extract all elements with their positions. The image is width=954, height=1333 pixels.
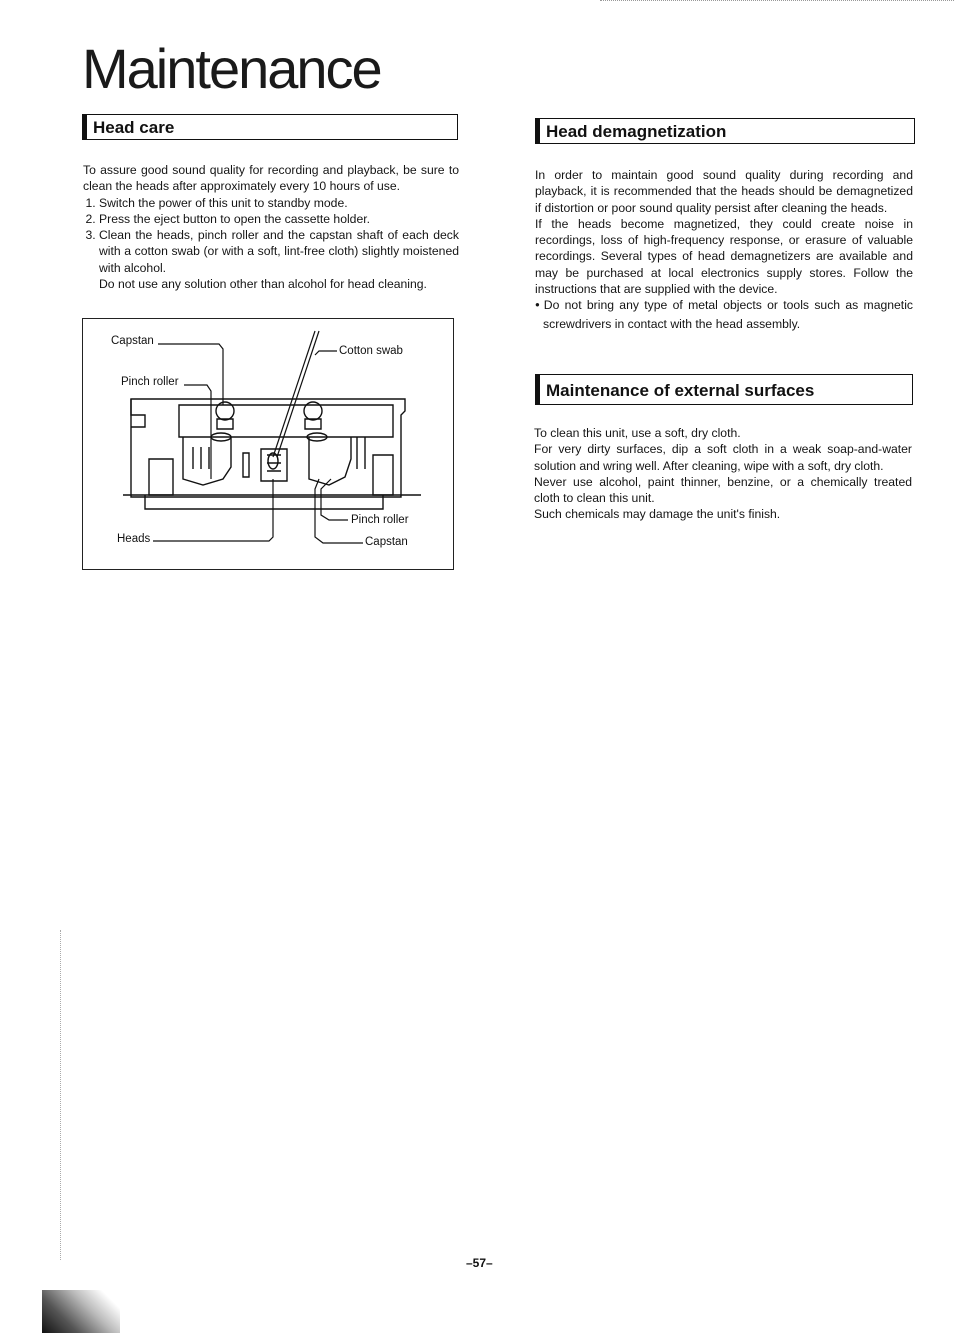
deck-outline [131, 399, 405, 497]
page-number: –57– [466, 1256, 493, 1270]
head-demagnetization-heading-text: Head demagnetization [546, 122, 727, 141]
leader-heads [153, 479, 273, 541]
leader-cotton-swab [315, 351, 337, 355]
scan-edge-mark [60, 930, 62, 1260]
head-care-steps [83, 195, 459, 276]
left-assembly-detail [193, 447, 209, 469]
leader-pinch-roller-bottom [321, 479, 348, 520]
label-capstan-bottom: Capstan [365, 536, 408, 548]
demag-bullet-text: Do not bring any type of metal objects or tools such as magnetic screwdrivers in contact with the head assembly. [543, 298, 913, 331]
label-pinch-roller-top: Pinch roller [121, 376, 179, 388]
head-care-step-3: 3. Clean the heads, pinch roller and the capstan shaft of each deck with a cotton swab (or with a soft, lint-free cloth) slightly moistened with alcohol. [99, 227, 459, 276]
head-care-intro: To assure good sound quality for recording and playback, be sure to clean the heads after approximately every 10 hours of use. [83, 163, 459, 194]
head-care-heading-text: Head care [93, 118, 175, 137]
head-demagnetization-body [535, 167, 913, 332]
cassette-deck-figure [82, 318, 454, 570]
external-line-1: To clean this unit, use a soft, dry cloth. [534, 426, 741, 440]
head-demagnetization-heading [535, 118, 915, 144]
leader-capstan-top [158, 344, 223, 405]
demag-para-2: If the heads become magnetized, they could create noise in recordings, loss of high-frequency response, or erasure of valuable recordings. Several types of head demagnetizers are available and may be purchased at local electronics supply stores. Follow the instructions that are supplied with the device. [535, 216, 913, 297]
external-surfaces-heading [535, 374, 913, 405]
scan-top-rule [600, 0, 954, 3]
deck-left-notch [131, 399, 145, 427]
external-line-4: Such chemicals may damage the unit's finish. [534, 507, 781, 522]
small-head [243, 453, 249, 477]
label-cotton-swab: Cotton swab [339, 345, 403, 357]
demag-bullet [535, 297, 913, 332]
cotton-swab-stick [277, 331, 319, 457]
right-assembly-detail [357, 437, 365, 469]
left-assembly [183, 437, 231, 485]
label-heads: Heads [117, 533, 151, 545]
bullet-icon [535, 298, 544, 312]
external-surfaces-heading-text: Maintenance of external surfaces [546, 381, 815, 400]
head-care-heading [82, 114, 458, 140]
right-assembly [309, 437, 351, 485]
external-line-2: For very dirty surfaces, dip a soft cloth in a weak soap-and-water solution and wring well. After cleaning, wipe with a soft, dry cloth. [534, 442, 912, 473]
external-line-3: Never use alcohol, paint thinner, benzine, or a chemically treated cloth to clean this unit. [534, 474, 912, 506]
demag-para-1: In order to maintain good sound quality during recording and playback, it is recommended that the heads should be demagnetized if distortion or poor sound quality persist after cleaning the heads. [535, 168, 913, 215]
label-pinch-roller-bottom: Pinch roller [351, 514, 409, 526]
page-title: Maintenance [82, 37, 381, 100]
scan-corner-shadow [42, 1290, 120, 1333]
label-capstan-top: Capstan [111, 335, 154, 347]
external-surfaces-body [534, 425, 912, 523]
left-side-block [149, 459, 173, 495]
head-care-step-2: 2. Press the eject button to open the cassette holder. [99, 211, 459, 227]
head-care-step-1: 1. Switch the power of this unit to standby mode. [99, 195, 459, 211]
head-care-body [83, 162, 459, 292]
head-care-note: Do not use any solution other than alcohol for head cleaning. [99, 277, 427, 292]
right-side-block [373, 455, 393, 495]
